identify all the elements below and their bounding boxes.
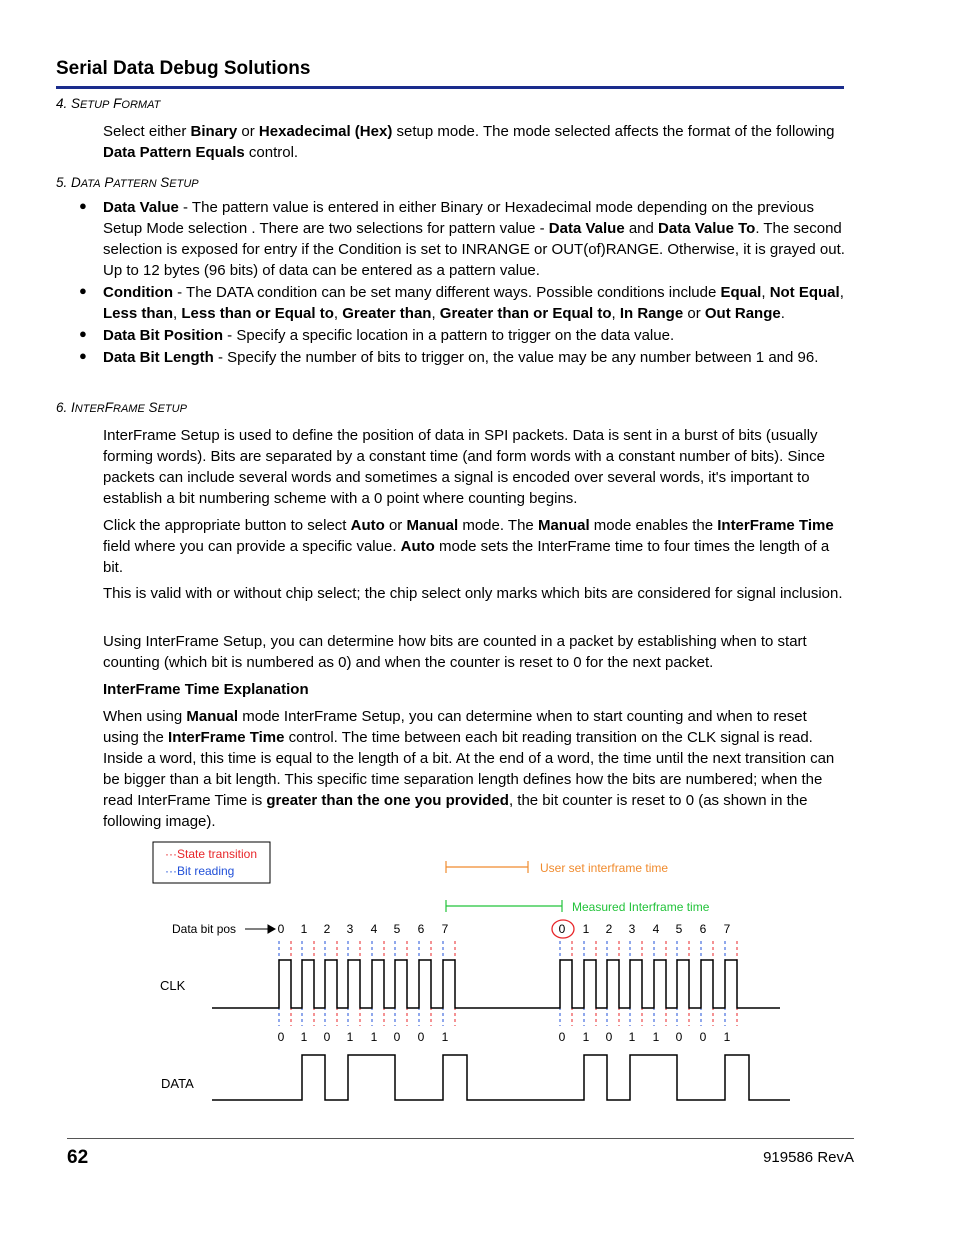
bit-position-label: 6 [699,922,707,936]
bit-position-label: 2 [323,922,331,936]
bit-value-label: 1 [441,1030,449,1044]
bit-position-label: 4 [652,922,660,936]
header-rule [56,86,844,89]
bit-position-label: 1 [300,922,308,936]
bit-position-label: 6 [417,922,425,936]
bit-position-label: 5 [393,922,401,936]
bullet-icon: ● [79,326,87,341]
data-bit-pos-label: Data bit pos [172,922,237,936]
section-heading-data-pattern-setup: 5. DATA PATTERN SETUP [56,175,199,190]
bit-value-label: 0 [675,1030,683,1044]
bit-value-label: 1 [628,1030,636,1044]
interframe-paragraph-6: When using Manual mode InterFrame Setup, you can determine when to start counting and when to reset using the InterFrame Time control. The time between each bit reading transition on the CLK signal is read. Inside a word, this time is equal to the length of a bit. At the end of a word, the time until the next transition can be bigger than a bit length. This specific time separation length defines how the bits are numbered; when the read InterFrame Time is greater than the one you provided, the bit counter is reset to 0 (as shown in the following image). [103,708,835,830]
bit-value-label: 0 [393,1030,401,1044]
bit-position-label: 0 [558,922,566,936]
user-set-interframe-label: User set interframe time [540,861,669,875]
bit-value-label: 0 [699,1030,707,1044]
bit-position-label: 3 [346,922,354,936]
bit-value-label: 0 [323,1030,331,1044]
section-heading-setup-format: 4. SETUP FORMAT [56,96,161,111]
clk-waveform-word-2 [545,960,780,1008]
bit-value-label: 1 [300,1030,308,1044]
bit-value-label: 1 [582,1030,590,1044]
bit-position-label: 5 [675,922,683,936]
user-set-interframe-bracket [446,861,528,873]
bullet-icon: ● [79,283,87,298]
footer-rule [67,1138,854,1139]
data-waveform-word-2 [555,1055,790,1100]
bit-value-label: 0 [605,1030,613,1044]
page-header-title: Serial Data Debug Solutions [56,58,311,79]
bit-position-label: 2 [605,922,613,936]
data-label: DATA [161,1076,194,1091]
interframe-paragraph-1: InterFrame Setup is used to define the position of data in SPI packets. Data is sent in a burst of bits (usually forming words). Bits are separated by a constant time (and form words with a constant number of bits). Since packets can include several words and sometimes a signal is encoded over several words, it's important to establish a bit numbering scheme with a 0 point where counting begins. [103,427,825,507]
bit-value-label: 1 [370,1030,378,1044]
interframe-time-explanation-heading: InterFrame Time Explanation [103,681,309,698]
setup-format-paragraph: Select either Binary or Hexadecimal (Hex) setup mode. The mode selected affects the format of the following Data Pattern Equals control. [103,123,835,161]
interframe-paragraph-3: This is valid with or without chip select; the chip select only marks which bits are considered for signal inclusion. [103,585,843,602]
document-revision: 919586 RevA [763,1149,854,1166]
section-heading-interframe-setup: 6. INTERFRAME SETUP [56,400,187,415]
bit-position-label: 7 [723,922,731,936]
legend-bit-reading: ···Bit reading [165,864,235,878]
bit-value-label: 1 [723,1030,731,1044]
interframe-paragraph-2: Click the appropriate button to select Auto or Manual mode. The Manual mode enables the InterFrame Time field where you can provide a specific value. Auto mode sets the InterFrame time to four times the length of a bit. [103,517,834,576]
page-number: 62 [67,1147,89,1168]
clk-label: CLK [160,978,186,993]
bullet-data-bit-length: Data Bit Length - Specify the number of bits to trigger on, the value may be any number between 1 and 96. [103,349,819,366]
interframe-timing-diagram [0,830,954,1120]
bullet-data-value: Data Value - The pattern value is entered in either Binary or Hexadecimal mode depending on the previous Setup Mode selection . There are two selections for pattern value - Data Value and Data Value To. The second selection is exposed for entry if the Condition is set to INRANGE or OUT(of)RANGE. Otherwise, it is grayed out. Up to 12 bytes (96 bits) of data can be entered as a pattern value. [103,199,845,279]
bit-position-label: 0 [277,922,285,936]
bit-position-label: 4 [370,922,378,936]
bit-value-label: 1 [346,1030,354,1044]
bit-value-label: 0 [277,1030,285,1044]
measured-interframe-bracket [446,900,562,912]
bit-position-label: 1 [582,922,590,936]
bit-value-label: 1 [652,1030,660,1044]
data-waveform-word-1 [212,1055,555,1100]
bit-value-label: 0 [417,1030,425,1044]
bit-position-label: 3 [628,922,636,936]
measured-interframe-label: Measured Interframe time [572,900,710,914]
bit-value-label: 0 [558,1030,566,1044]
clk-waveform-word-1 [212,960,545,1008]
bullet-condition: Condition - The DATA condition can be set many different ways. Possible conditions include Equal, Not Equal, Less than, Less than or Equal to, Greater than, Greater than or Equal to, In Range or Out Range. [103,284,844,322]
bullet-icon: ● [79,198,87,213]
legend-state-transition: ···State transition [165,847,258,861]
bit-position-label: 7 [441,922,449,936]
arrow-right-icon [245,925,275,933]
bullet-icon: ● [79,348,87,363]
interframe-paragraph-4: Using InterFrame Setup, you can determine how bits are counted in a packet by establishing when to start counting (which bit is numbered as 0) and when the counter is reset to 0 for the next packet. [103,633,807,671]
bullet-data-bit-position: Data Bit Position - Specify a specific location in a pattern to trigger on the data value. [103,327,675,344]
